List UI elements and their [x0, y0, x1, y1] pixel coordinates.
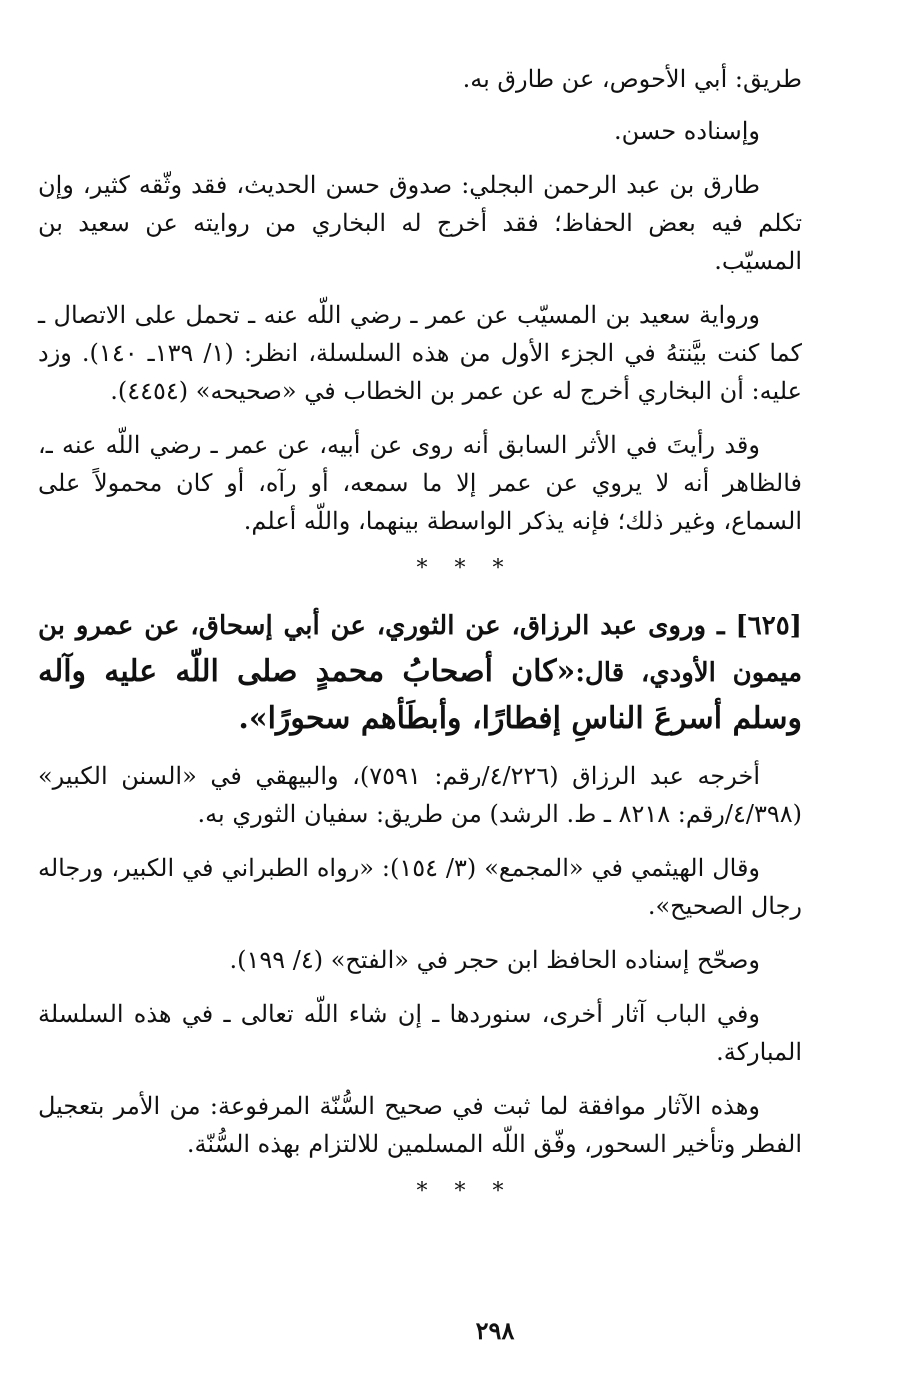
- section-separator-end: * * *: [416, 1179, 514, 1204]
- paragraph-narrator-tariq: طارق بن عبد الرحمن البجلي: صدوق حسن الحديث، فقد وثّقه كثير، وإن تكلم فيه بعض الحفاظ؛ فقد أخرج له البخاري من روايته عن سعيد بن المسيّب.: [38, 171, 802, 275]
- paragraph-ibn-hajar: وصحّح إسناده الحافظ ابن حجر في «الفتح» (٤/ ١٩٩).: [229, 946, 760, 974]
- paragraph-isnad-grade: وإسناده حسن.: [614, 117, 760, 145]
- section-separator: * * *: [416, 556, 514, 581]
- page-number: ٢٩٨: [475, 1316, 515, 1345]
- hadith-entry: [38, 603, 802, 743]
- hadith-number: [٦٢٥]: [735, 611, 802, 641]
- hadith-isnad: ـ وروى عبد الرزاق، عن الثوري، عن أبي إسحاق، عن عمرو بن ميمون الأودي، قال:: [38, 611, 802, 688]
- paragraph-previous-athar: وقد رأيتَ في الأثر السابق أنه روى عن أبيه، عن عمر ـ رضي اللّه عنه ـ، فالظاهر أنه لا يروي عن عمر إلا ما سمعه، أو رآه، أو كان محمولاً على السماع، وغير ذلك؛ فإنه يذكر الواسطة بينهما، واللّه أعلم.: [38, 431, 802, 535]
- paragraph-takhrij: أخرجه عبد الرزاق (٤/٢٢٦/رقم: ٧٥٩١)، والبيهقي في «السنن الكبير» (٤/٣٩٨/رقم: ٨٢١٨ ـ ط. الرشد) من طريق: سفيان الثوري به.: [38, 762, 802, 828]
- hadith-matn: «كان أصحابُ محمدٍ صلى اللّه عليه وآله وسلم أسرعَ الناسِ إفطارًا، وأبطَأهم سحورًا».: [38, 654, 802, 736]
- paragraph-conclusion: وهذه الآثار موافقة لما ثبت في صحيح السُّنّة المرفوعة: من الأمر بتعجيل الفطر وتأخير السحور، وفّق اللّه المسلمين للالتزام بهذه السُّنّة.: [38, 1092, 802, 1158]
- paragraph-continuation: طريق: أبي الأحوص، عن طارق به.: [462, 65, 802, 93]
- paragraph-other-athar: وفي الباب آثار أخرى، سنوردها ـ إن شاء اللّه تعالى ـ في هذه السلسلة المباركة.: [38, 1000, 802, 1066]
- paragraph-said-ibn-musayyib: ورواية سعيد بن المسيّب عن عمر ـ رضي اللّه عنه ـ تحمل على الاتصال ـ كما كنت بيَّنتهُ في الجزء الأول من هذه السلسلة، انظر: (١/ ١٣٩ـ ١٤٠). وزد عليه: أن البخاري أخرج له عن عمر بن الخطاب في «صحيحه» (٤٤٥٤).: [38, 301, 802, 405]
- paragraph-haythami: وقال الهيثمي في «المجمع» (٣/ ١٥٤): «رواه الطبراني في الكبير، ورجاله رجال الصحيح».: [38, 854, 802, 920]
